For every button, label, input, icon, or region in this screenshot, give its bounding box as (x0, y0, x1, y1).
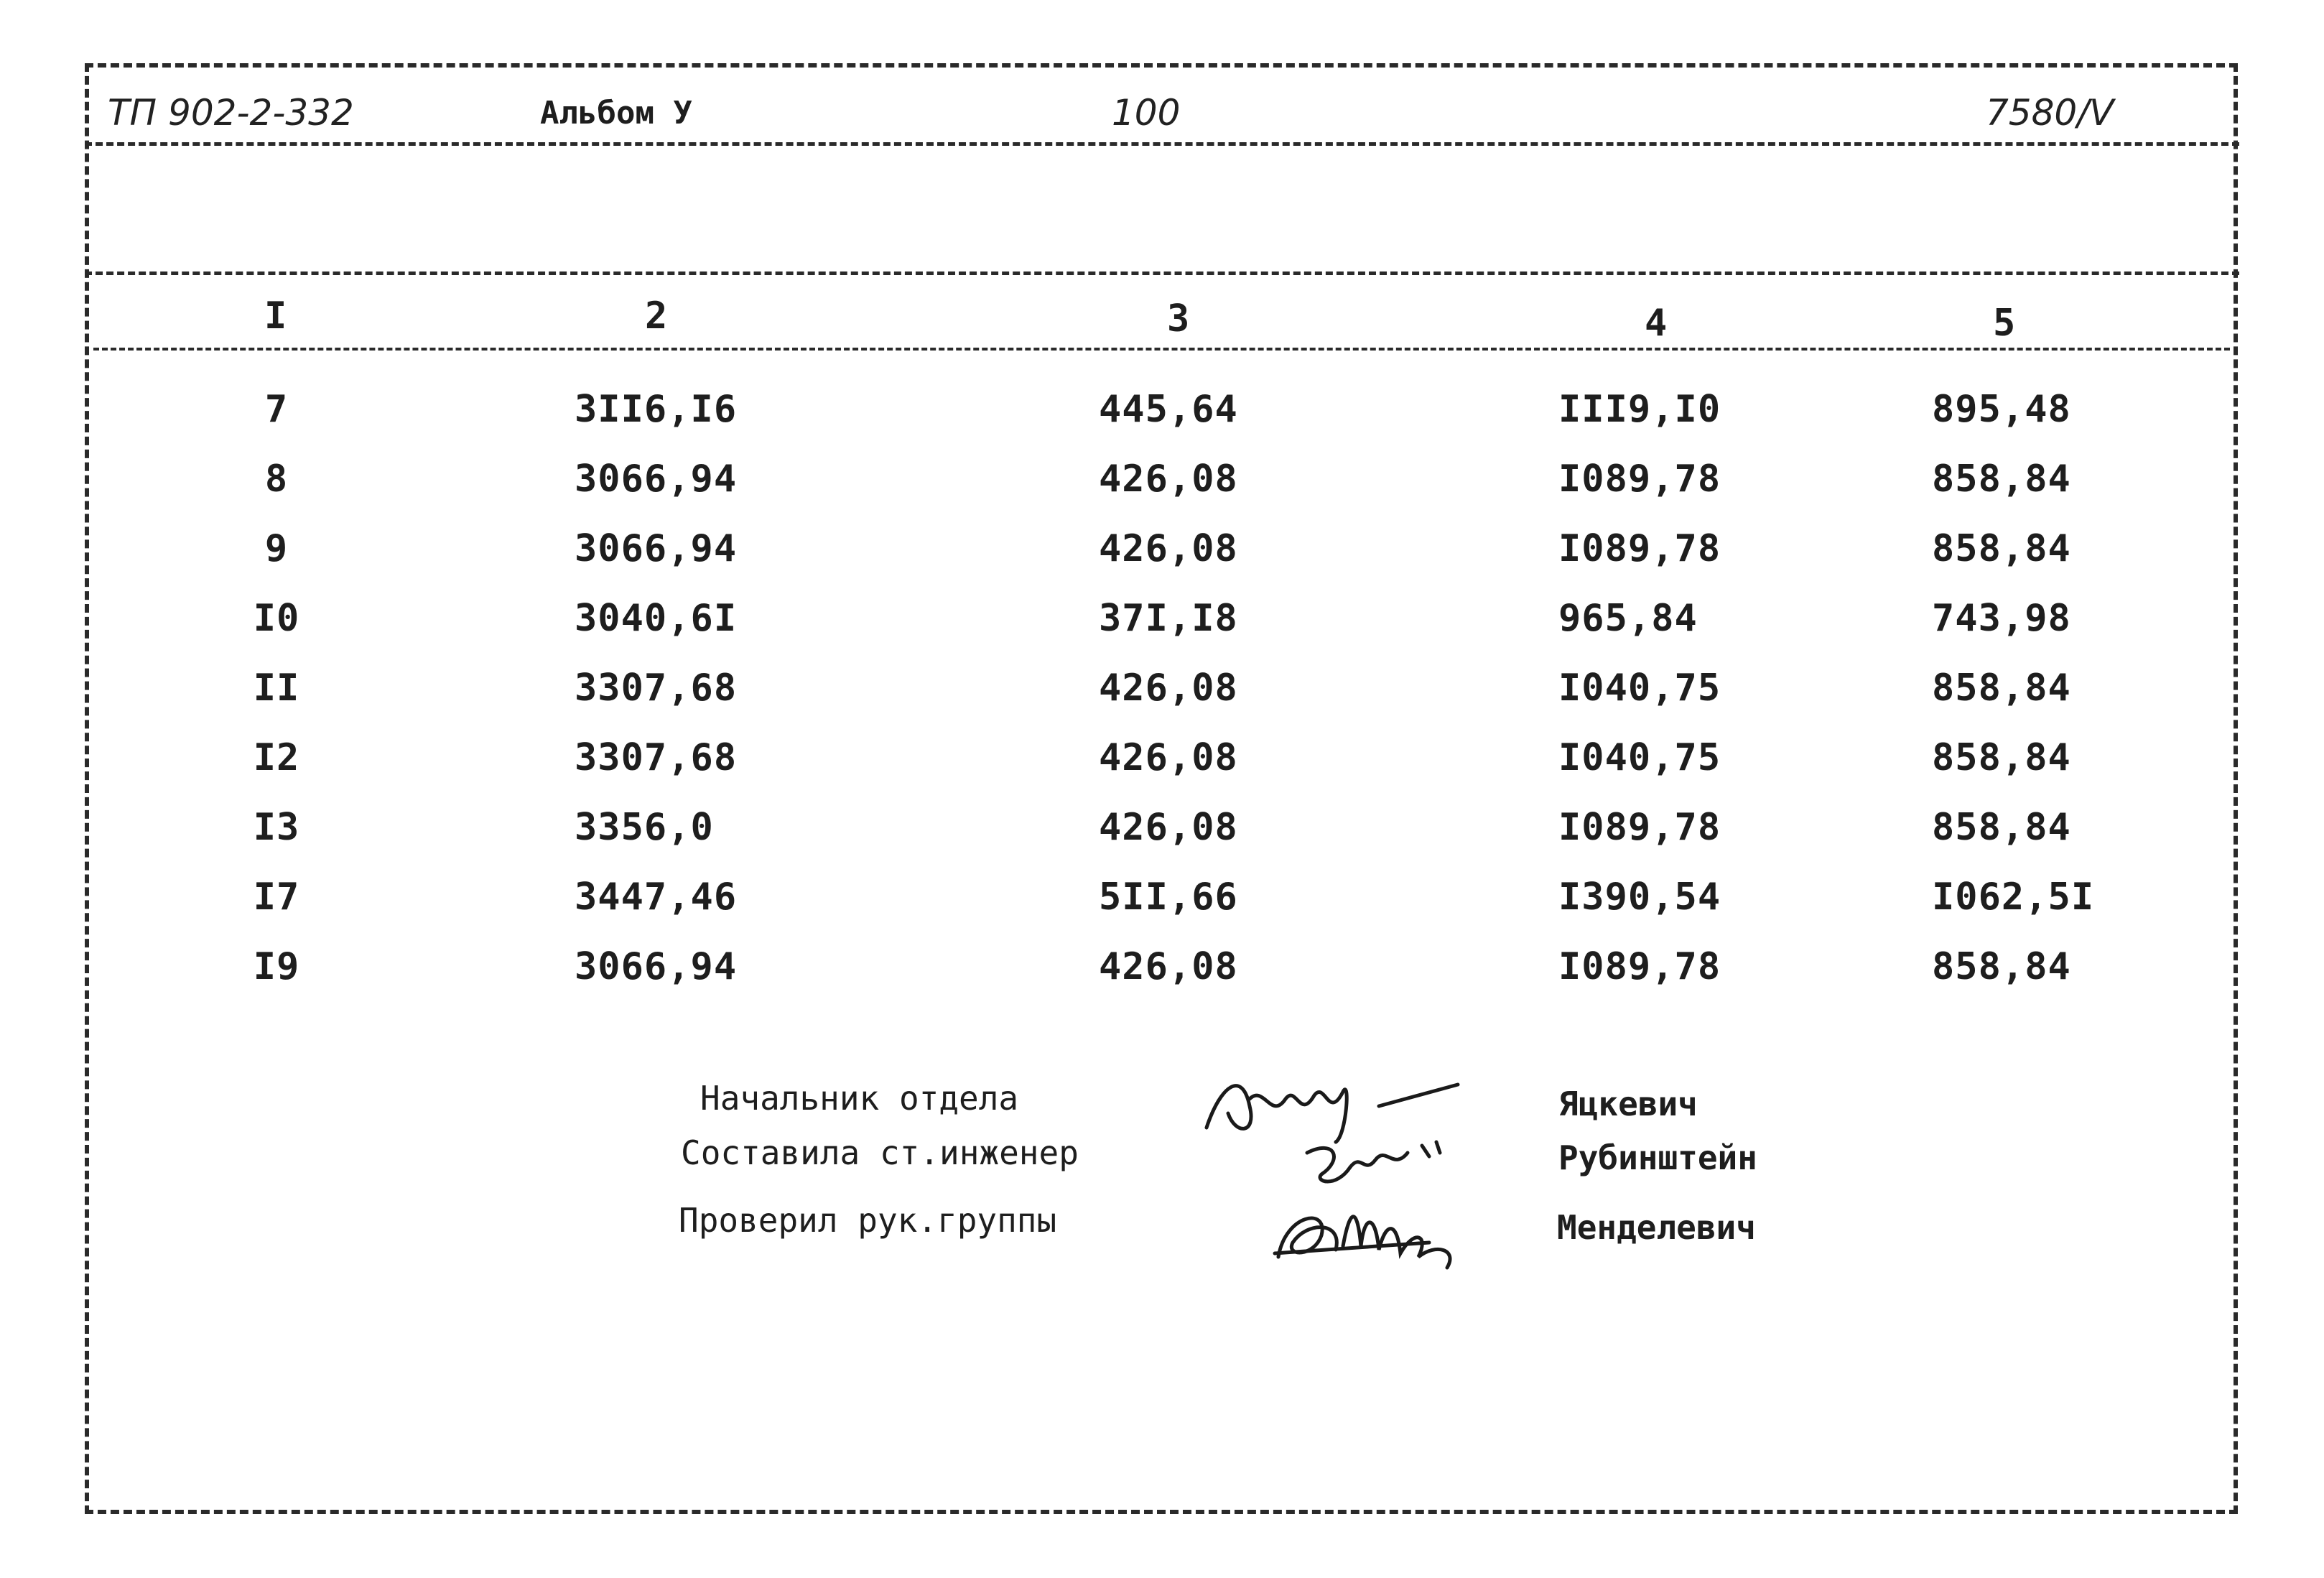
cell-col4: I089,78 (1558, 458, 1721, 501)
cell-col4: I089,78 (1558, 806, 1721, 849)
cell-col2: 3307,68 (575, 736, 738, 779)
cell-col2: 3066,94 (575, 527, 738, 570)
signature-role-compiler: Составила ст.инженер (681, 1133, 1079, 1172)
cell-col5: 858,84 (1932, 458, 2071, 501)
cell-col3: 426,08 (1099, 527, 1238, 570)
cell-col5: 858,84 (1932, 667, 2071, 710)
table-row (0, 931, 2324, 1001)
column-number-5: 5 (1993, 302, 2016, 345)
cell-col2: 3II6,I6 (575, 388, 738, 431)
cell-col1: 7 (264, 388, 289, 431)
cell-col1: I9 (253, 945, 300, 988)
cell-col1: I3 (253, 806, 300, 849)
column-number-3: 3 (1167, 297, 1190, 340)
handwritten-signature-compiler (1293, 1131, 1458, 1196)
handwritten-signature-reviewer (1264, 1192, 1479, 1278)
cell-col4: I040,75 (1558, 667, 1721, 710)
table-row (0, 583, 2324, 652)
table-row (0, 861, 2324, 931)
cell-col5: 895,48 (1932, 388, 2071, 431)
cell-col3: 445,64 (1099, 388, 1238, 431)
cell-col4: 965,84 (1558, 597, 1698, 640)
table-row (0, 792, 2324, 861)
cell-col2: 3356,0 (575, 806, 714, 849)
table-row (0, 373, 2324, 443)
cell-col4: I040,75 (1558, 736, 1721, 779)
signature-role-head: Начальник отдела (700, 1079, 1019, 1118)
cell-col5: 858,84 (1932, 527, 2071, 570)
album-label: Альбом У (540, 95, 692, 131)
cell-col5: 858,84 (1932, 945, 2071, 988)
signature-name-reviewer: Менделевич (1557, 1208, 1756, 1247)
table-row (0, 443, 2324, 513)
table-top-divider (85, 271, 2239, 275)
cell-col1: I7 (253, 876, 300, 919)
header-divider (85, 142, 2239, 146)
signature-role-reviewer: Проверил рук.группы (679, 1201, 1057, 1240)
data-table (0, 373, 2324, 1001)
table-row (0, 722, 2324, 792)
cell-col2: 3066,94 (575, 458, 738, 501)
column-number-4: 4 (1645, 302, 1668, 345)
cell-col1: I2 (253, 736, 300, 779)
cell-col3: 426,08 (1099, 736, 1238, 779)
cell-col1: 9 (264, 527, 289, 570)
page-number: 100 (1112, 92, 1181, 134)
cell-col5: I062,5I (1932, 876, 2095, 919)
column-number-2: 2 (645, 294, 668, 338)
cell-col1: I0 (253, 597, 300, 640)
cell-col3: 426,08 (1099, 667, 1238, 710)
signature-name-compiler: Рубинштейн (1558, 1138, 1757, 1177)
cell-col2: 3307,68 (575, 667, 738, 710)
cell-col4: III9,I0 (1558, 388, 1721, 431)
cell-col2: 3066,94 (575, 945, 738, 988)
cell-col1: 8 (264, 458, 289, 501)
cell-col4: I089,78 (1558, 527, 1721, 570)
cell-col2: 3040,6I (575, 597, 738, 640)
cell-col3: 426,08 (1099, 458, 1238, 501)
cell-col5: 858,84 (1932, 736, 2071, 779)
cell-col5: 743,98 (1932, 597, 2071, 640)
cell-col1: II (253, 667, 300, 710)
cell-col3: 426,08 (1099, 945, 1238, 988)
inventory-number: 7580/V (1986, 92, 2114, 134)
table-row (0, 652, 2324, 722)
cell-col2: 3447,46 (575, 876, 738, 919)
cell-col5: 858,84 (1932, 806, 2071, 849)
column-number-1: I (264, 294, 287, 338)
cell-col3: 426,08 (1099, 806, 1238, 849)
table-row (0, 513, 2324, 583)
column-header-divider (93, 348, 2230, 351)
project-code: ТП 902-2-332 (108, 92, 354, 134)
cell-col4: I089,78 (1558, 945, 1721, 988)
cell-col4: I390,54 (1558, 876, 1721, 919)
signature-name-head: Яцкевич (1558, 1085, 1698, 1123)
cell-col3: 37I,I8 (1099, 597, 1238, 640)
cell-col3: 5II,66 (1099, 876, 1238, 919)
